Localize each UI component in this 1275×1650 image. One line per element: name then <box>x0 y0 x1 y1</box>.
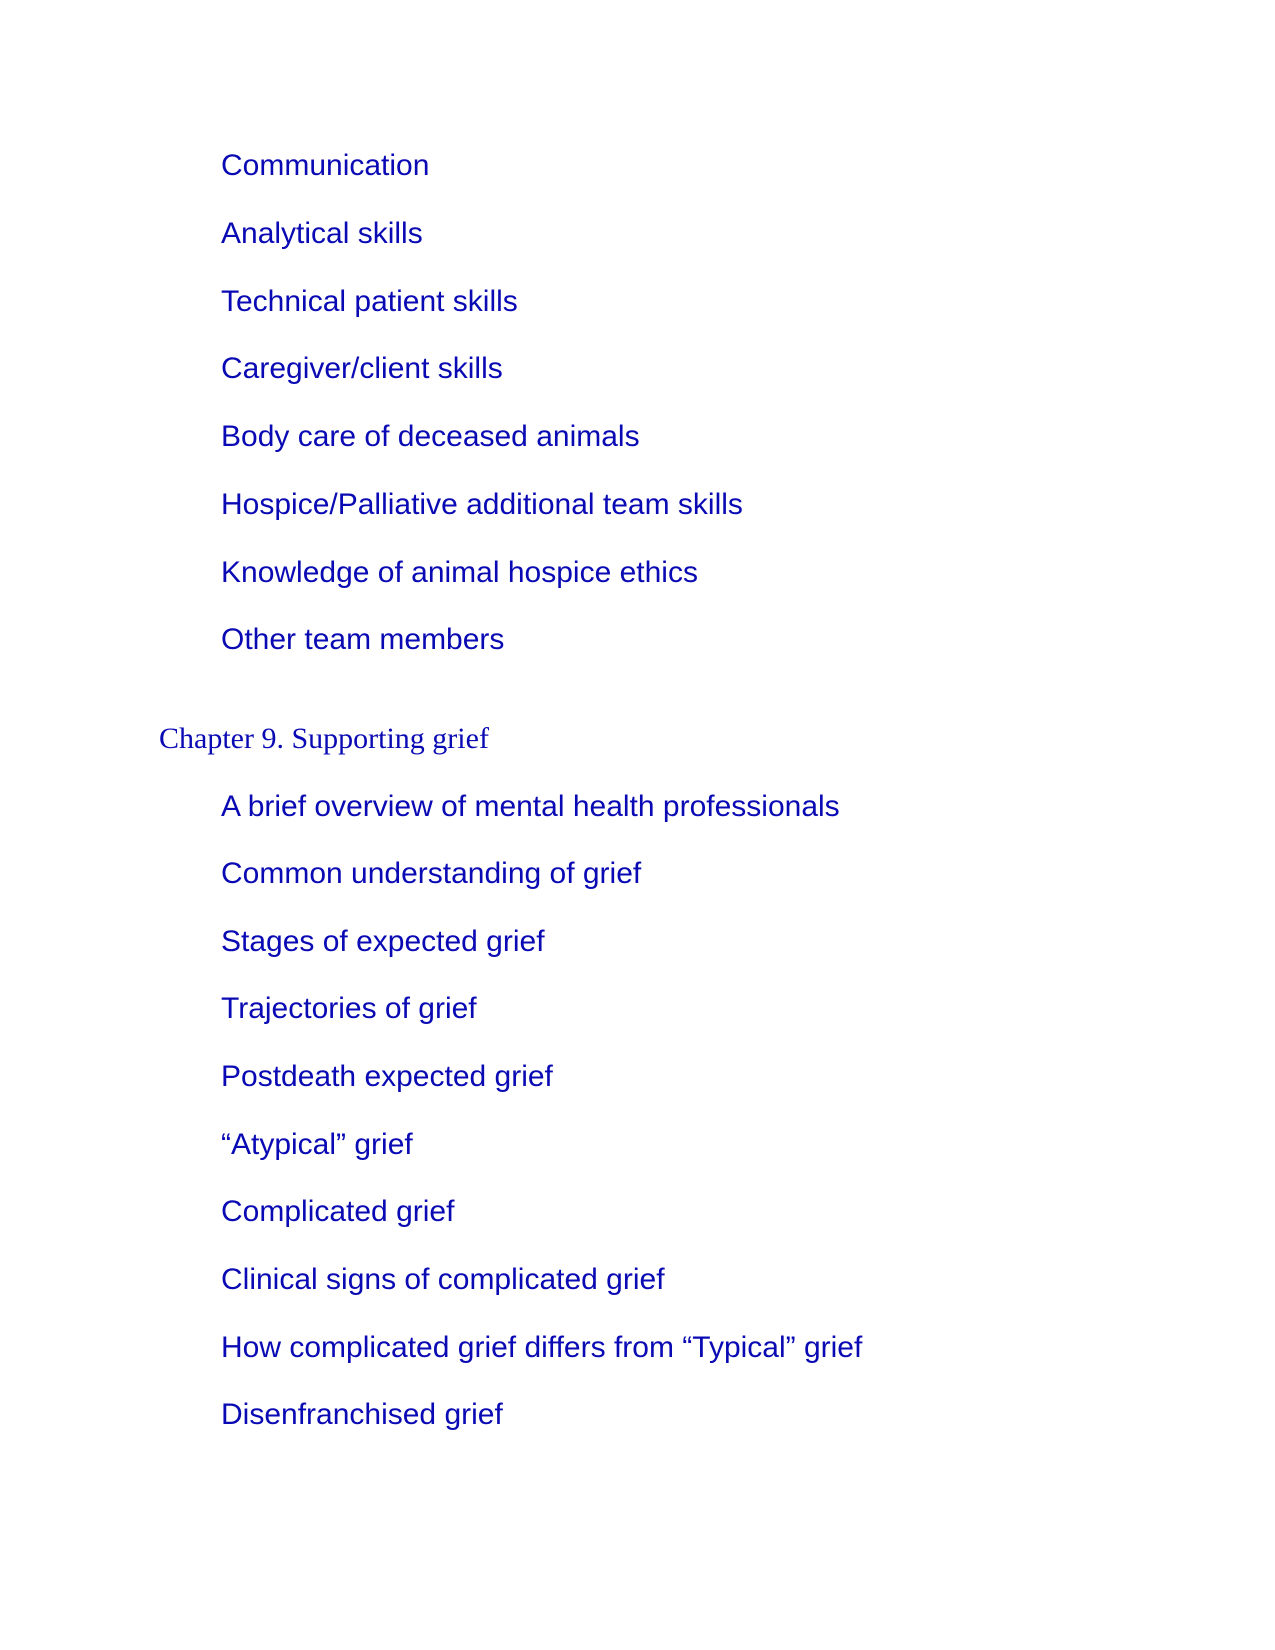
toc-link-atypical-grief[interactable]: “Atypical” grief <box>221 1128 413 1161</box>
toc-link-disenfranchised-grief[interactable]: Disenfranchised grief <box>221 1398 503 1431</box>
toc-link-postdeath-expected-grief[interactable]: Postdeath expected grief <box>221 1060 553 1093</box>
toc-link-clinical-signs-complicated-grief[interactable]: Clinical signs of complicated grief <box>221 1263 665 1296</box>
toc-link-trajectories-grief[interactable]: Trajectories of grief <box>221 992 477 1025</box>
toc-link-mental-health-professionals[interactable]: A brief overview of mental health professionals <box>221 790 840 823</box>
toc-link-caregiver-client-skills[interactable]: Caregiver/client skills <box>221 352 503 385</box>
toc-link-common-understanding-grief[interactable]: Common understanding of grief <box>221 857 642 890</box>
toc-link-communication[interactable]: Communication <box>221 149 430 182</box>
toc-link-complicated-grief[interactable]: Complicated grief <box>221 1195 455 1228</box>
toc-link-stages-expected-grief[interactable]: Stages of expected grief <box>221 925 545 958</box>
toc-link-animal-hospice-ethics[interactable]: Knowledge of animal hospice ethics <box>221 556 698 589</box>
toc-link-body-care-deceased-animals[interactable]: Body care of deceased animals <box>221 420 640 453</box>
toc-link-other-team-members[interactable]: Other team members <box>221 623 505 656</box>
toc-link-analytical-skills[interactable]: Analytical skills <box>221 217 423 250</box>
toc-link-complicated-vs-typical-grief[interactable]: How complicated grief differs from “Typical” grief <box>221 1331 863 1364</box>
chapter-heading: Chapter 9. Supporting grief <box>159 722 489 755</box>
toc-link-hospice-palliative-team-skills[interactable]: Hospice/Palliative additional team skills <box>221 488 743 521</box>
toc-link-technical-patient-skills[interactable]: Technical patient skills <box>221 285 518 318</box>
